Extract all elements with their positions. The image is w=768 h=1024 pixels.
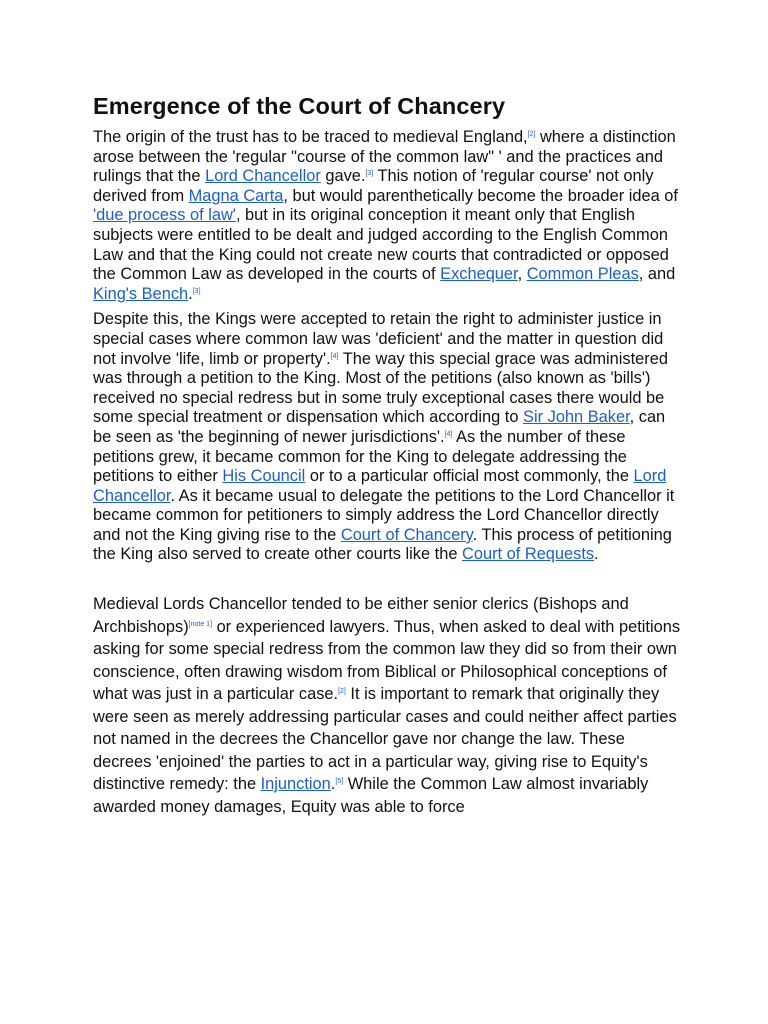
text: where a distinction arose between the 'regular "course of the common law" ' and the practices and rulings that the [93,128,676,186]
text: . [330,775,336,794]
link-magna-carta[interactable]: Magna Carta [188,186,284,205]
text: Medieval Lords Chancellor tended to be either senior clerics (Bishops and Archbishops) [93,595,629,636]
text: . As it became usual to delegate the petitions to the Lord Chancellor it became common for petitioners to simply address the Lord Chancellor directly and not the King giving rise to the [93,486,675,544]
link-court-of-requests[interactable]: Court of Requests [462,545,595,564]
citation-ref[interactable] [189,621,212,628]
link-injunction[interactable]: Injunction [260,775,331,794]
text: It is important to remark that originally they were seen as merely addressing particular cases and could neither affect parties not named in the decrees the Chancellor gave nor change the law. These decrees 'enjoined' the parties to act in a particular way, giving rise to Equity's distinctive remedy: the [93,685,677,794]
text: This notion of 'regular course' not only derived from [93,167,654,205]
section-heading: Emergence of the Court of Chancery [93,93,506,119]
citation-ref[interactable] [338,688,346,695]
text: As the number of these petitions grew, it became common for the King to delegate addressing the petitions to either [93,427,627,486]
text: or to a particular official most commonly, the [305,467,634,486]
text: or experienced lawyers. Thus, when asked to deal with petitions asking for some special redress from the common law they did so from their own conscience, often drawing wisdom from Biblical or Philosophical conceptions of what was just in a particular case. [93,617,681,704]
citation-link[interactable]: [2] [527,131,536,138]
link-lord-chancellor[interactable]: Lord Chancellor [93,467,667,505]
text: . This process of petitioning the King also served to create other courts like the [93,525,672,564]
link-exchequer[interactable]: Exchequer [440,265,518,284]
citation-link[interactable]: [3] [192,287,201,295]
link-common-pleas[interactable]: Common Pleas [526,265,639,284]
text: Despite this, the Kings were accepted to retain the right to administer justice in special cases where common law was 'deficient' and the matter in question did not involve 'life, limb or property'. [93,310,664,368]
text: , [517,265,527,284]
paragraph-1 [93,128,683,304]
link-his-council[interactable]: His Council [222,467,306,486]
link-court-of-chancery[interactable]: Court of Chancery [340,525,473,544]
citation-link[interactable]: [4] [330,352,339,360]
citation-link[interactable]: [5] [335,778,344,786]
text: , but in its original conception it meant only that English subjects were entitled to be dealt and judged according to the English Common Law and that the King could not create new courts that contradicted or opposed the Common Law as developed in the courts of [93,206,669,284]
citation-ref[interactable] [193,288,201,295]
text: . [594,545,599,564]
note-link[interactable]: [note 1] [188,620,213,628]
article-body [93,90,683,818]
citation-link[interactable]: [4] [444,430,453,438]
link-kings-bench[interactable]: King's Bench [93,284,189,303]
text: The way this special grace was administered was through a petition to the King. Most of the petitions (also known as 'bills') received no special redress but in some truly exceptional cases there would be some special treatment or dispensation which according to [93,349,668,427]
text: The origin of the trust has to be traced to medieval England, [93,128,528,146]
link-lord-chancellor[interactable]: Lord Chancellor [205,167,321,186]
paragraph-3 [93,593,683,818]
text: While the Common Law almost invariably awarded money damages, Equity was able to force [93,775,649,816]
text: , but would parenthetically become the broader idea of [283,186,678,205]
text: , and [638,265,676,284]
text: , can be seen as 'the beginning of newer jurisdictions'. [93,408,666,446]
paragraph-2 [93,310,683,565]
citation-link[interactable]: [3] [365,170,374,178]
link-sir-john-baker[interactable]: Sir John Baker [523,408,630,427]
link-due-process[interactable]: 'due process of law' [93,206,236,225]
citation-link[interactable]: [2] [338,688,346,696]
citation-ref[interactable] [335,778,343,785]
text: . [188,284,193,303]
text: gave. [320,167,366,186]
